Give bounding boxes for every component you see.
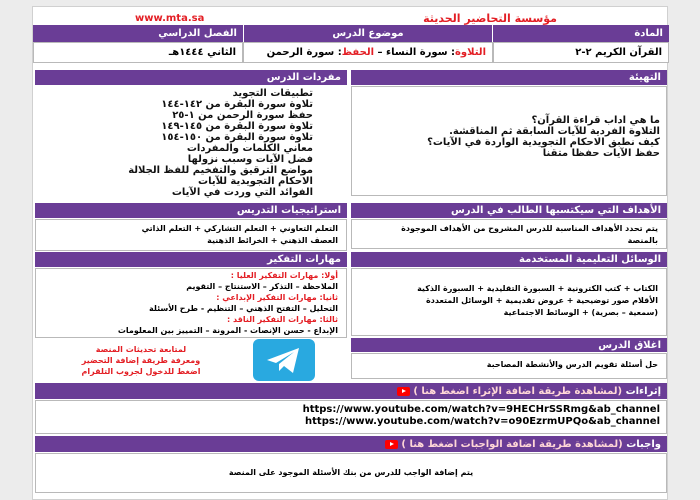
list-item: تطبيقات التجويد xyxy=(232,88,313,99)
org-name: مؤسسة التحاضير الحديثة xyxy=(423,12,557,25)
list-item: الاحكام التجويدية للآيات xyxy=(198,176,313,187)
list-item: فضل الآيات وسبب نزولها xyxy=(187,154,313,165)
list-item: كيف نطبق الاحكام التجويدية الواردة في الآيات؟ xyxy=(427,137,660,148)
list-item: الفوائد التي وردت في الآيات xyxy=(171,187,313,198)
enrich-url-2[interactable]: https://www.youtube.com/watch?v=o90EzrmUPQo&ab_channel xyxy=(305,416,660,427)
strategies-header: استراتيجيات التدريس xyxy=(35,203,347,218)
topic-cell: التلاوة: سورة النساء – الحفظ: سورة الرحمن xyxy=(243,42,493,63)
youtube-icon[interactable] xyxy=(397,387,410,396)
list-item: مواضع الترقيق والتفخيم للفظ الجلالة xyxy=(128,165,313,176)
site-url[interactable]: www.mta.sa xyxy=(135,13,205,24)
subject-cell: القرآن الكريم ٢-٢ xyxy=(493,42,669,63)
intro-list xyxy=(351,86,667,196)
header-topic: موضوع الدرس xyxy=(243,25,493,42)
closing-body: حل أسئلة تقويم الدرس والأنشطة المصاحبة xyxy=(351,353,667,379)
term-cell: الثاني ١٤٤٤هـ xyxy=(33,42,243,63)
list-item: ما هي اداب قراءة القرآن؟ xyxy=(531,115,660,126)
list-item: تلاوة سورة البقرة من ١٥٠-١٥٤ xyxy=(161,132,313,143)
list-item: حفظ سورة الرحمن من ١-٢٥ xyxy=(172,110,313,121)
telegram-icon[interactable] xyxy=(253,339,315,381)
youtube-icon[interactable] xyxy=(385,440,398,449)
thinking-body: أولا: مهارات التفكير العليا : الملاحظة – التذكر – الاستنتاج – التقويم ثانيا: مهارات التفكير الإبداعي : التحليل – التفتح الذهني – التنظيم - طرح الأسئلة ثالثا: مهارات التفكير الناقد : الإبداع - حسن الإنصات - المرونة – التمييز بين المعلومات xyxy=(35,268,347,338)
enrich-body xyxy=(35,400,667,434)
telegram-text[interactable]: لمتابعة تحديثات المنصة ومعرفة طريقة إضافة التحضير اضغط للدخول لجروب التلقرام xyxy=(81,345,201,376)
list-item: حفظ الآيات حفظا متقنا xyxy=(542,148,660,159)
homework-body: يتم إضافة الواجب للدرس من بنك الأسئلة الموجود على المنصة xyxy=(35,453,667,493)
enrich-link[interactable]: (لمشاهدة طريقة اضافة الإثراء اضغط هنا ) xyxy=(413,385,623,397)
intro-header: التهيئة xyxy=(351,70,667,85)
goals-body: يتم تحدد الأهداف المناسبة للدرس المشروح من الأهداف الموجودة بالمنصة xyxy=(351,219,667,249)
closing-header: اغلاق الدرس xyxy=(351,338,667,352)
header-term: الفصل الدراسي xyxy=(33,25,243,42)
aids-header: الوسائل التعليمية المستخدمة xyxy=(351,252,667,267)
homework-link[interactable]: (لمشاهدة طريقة اضافة الواجبات اضغط هنا ) xyxy=(401,438,623,450)
header-subject: المادة xyxy=(493,25,669,42)
vocab-header: مفردات الدرس xyxy=(35,70,347,85)
homework-header: واجبات (لمشاهدة طريقة اضافة الواجبات اضغط هنا ) xyxy=(35,436,667,452)
enrich-header: إثراءات (لمشاهدة طريقة اضافة الإثراء اضغط هنا ) xyxy=(35,383,667,399)
enrich-url-1[interactable]: https://www.youtube.com/watch?v=9HECHrSSRmg&ab_channel xyxy=(302,404,660,415)
list-item: تلاوة سورة البقرة من ١٤٥-١٤٩ xyxy=(161,121,313,132)
strategies-body: التعلم التعاوني + التعلم التشاركي + التعلم الذاتي العصف الذهني + الخرائط الذهنية xyxy=(35,219,347,251)
vocab-list xyxy=(35,86,347,198)
info-table xyxy=(33,25,669,63)
goals-header: الأهداف التي سيكتسبها الطالب في الدرس xyxy=(351,203,667,218)
thinking-header: مهارات التفكير xyxy=(35,252,347,267)
list-item: تلاوة سورة البقرة من ١٤٢-١٤٤ xyxy=(161,99,313,110)
list-item: التلاوة الفردية للآيات السابقة ثم المناقشة. xyxy=(449,126,660,137)
aids-body: الكتاب + كتب الكترونية + السبورة التقليدية + السبورة الذكية الأقلام صور توضيحية + عروض تقديمية + الوسائل المتعددة (سمعية – بصرية) + الوسائط الاجتماعية xyxy=(351,268,667,336)
lesson-plan-page xyxy=(32,6,668,500)
list-item: معاني الكلمات والمفردات xyxy=(186,143,313,154)
